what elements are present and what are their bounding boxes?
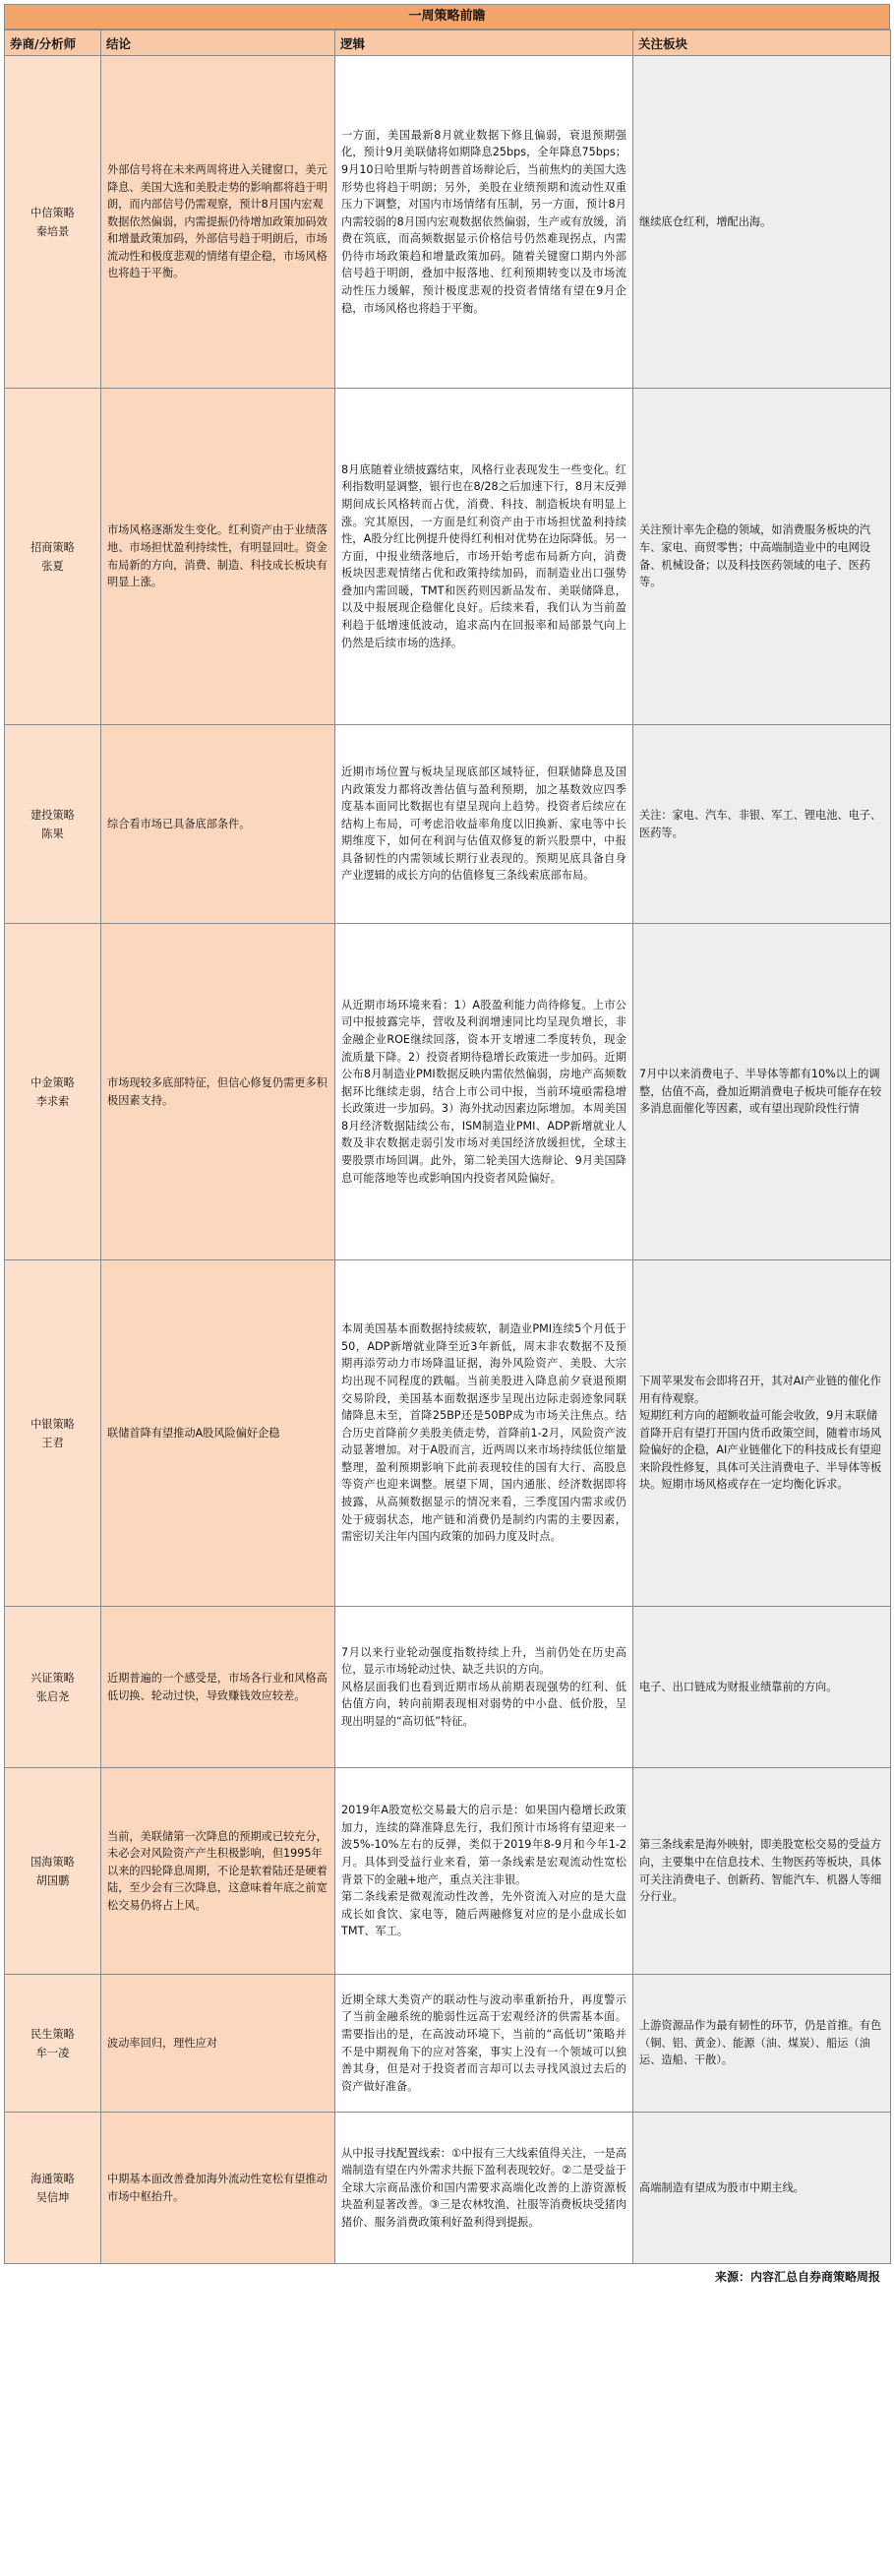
logic-cell: 8月底随着业绩披露结束，风格行业表现发生一些变化。红利指数明显调整，银行也在8/28之后加速下行，8月末反弹期间成长风格转而占优，消费、科技、制造板块有明显上涨。究其原因，一方面是红利资产由于市场担忧盈利持续性，A股分红比例提升使得红利相对优势在边际降低。另一方面，中报业绩落地后，市场开始考虑布局新方向，消费板块因悲观情绪占优和政策持续加码，而制造业出口强势叠加内需回暖，TMT和医药则因新品发布、美联储降息，以及中报展现企稳催化良好。后续来看，我们认为当前盈利趋于低增速低波动，追求高内在回报率和局部景气向上仍然是后续市场的选择。: [335, 389, 633, 725]
firm-cell: [5, 1260, 101, 1607]
focus-cell: 上游资源品作为最有韧性的环节，仍是首推。有色（铜、铝、黄金）、能源（油、煤炭）、船运（油运、造船、干散）。: [633, 1975, 891, 2113]
summary-cell: 波动率回归，理性应对: [101, 1975, 335, 2113]
summary-cell: 近期普遍的一个感受是，市场各行业和风格高低切换、轮动过快，导致赚钱效应较差。: [101, 1607, 335, 1768]
firm-cell: [5, 1607, 101, 1768]
firm-name: 民生策略: [30, 2027, 75, 2041]
logic-cell: 近期市场位置与板块呈现底部区域特征，但联储降息及国内政策发力都将改善估值与盈利预期，加之基数效应四季度基本面同比数据也有望呈现向上趋势。投资者后续应在结构上布局，可考虑沿收益率角度以旧换新、家电等中长期维度下，如何在利润与估值双修复的新兴股票中，中报具备韧性的内需领域长期行业表现的。预期见底具备自身产业逻辑的成长方向的估值修复三条线索底部布局。: [335, 725, 633, 924]
table-row: [5, 1607, 891, 1768]
firm-cell: [5, 2113, 101, 2264]
summary-cell: 外部信号将在未来两周将进入关键窗口，美元降息、美国大选和美股走势的影响都将趋于明朗，而内部信号仍需观察，预计8月国内宏观数据依然偏弱，内需提振仍待增加政策加码效和增量政策加码，外部信号趋于明朗后，市场流动性和极度悲观的情绪有望企稳，市场风格也将趋于平衡。: [101, 56, 335, 389]
logic-cell: 一方面，美国最新8月就业数据下修且偏弱，衰退预期强化，预计9月美联储将如期降息25bps，全年降息75bps；9月10日哈里斯与特朗普首场辩论后，当前焦灼的美国大选形势也将趋于明朗；另外，美股在业绩预期和流动性双重压力下调整，对国内市场情绪有压制，另一方面，预计8月内需较弱的8月国内宏观数据依然偏弱，生产或有放缓，消费在筑底，而高频数据显示价格信号仍然难现拐点，内需仍待市场政策趋和增量政策加码。随着关键窗口期内外部信号趋于明朗，叠加中报落地、红利预期转变以及市场流动性压力缓解，预计极度悲观的投资者情绪有望在9月企稳，市场风格也将趋于平衡。: [335, 56, 633, 389]
summary-cell: 综合看市场已具备底部条件。: [101, 725, 335, 924]
analyst-name: 张夏: [41, 559, 64, 573]
focus-cell: 高端制造有望成为股市中期主线。: [633, 2113, 891, 2264]
table-row: [5, 1975, 891, 2113]
table-row: [5, 1768, 891, 1975]
firm-cell: [5, 1768, 101, 1975]
analyst-name: 张启尧: [35, 1689, 70, 1703]
header-focus: 关注板块: [633, 31, 891, 56]
strategy-table: [4, 30, 891, 2264]
header-summary: 结论: [101, 31, 335, 56]
header-logic: 逻辑: [335, 31, 633, 56]
analyst-name: 胡国鹏: [35, 1873, 70, 1887]
firm-cell: [5, 56, 101, 389]
firm-cell: [5, 1975, 101, 2113]
firm-name: 国海策略: [30, 1855, 75, 1869]
table-row: [5, 725, 891, 924]
header-firm: 券商/分析师: [5, 31, 101, 56]
logic-cell: 近期全球大类资产的联动性与波动率重新抬升，再度警示了当前金融系统的脆弱性远高于宏观经济的供需基本面。需要指出的是，在高波动环境下，当前的“高低切”策略并不是中期视角下的应对答案，事实上没有一个领域可以独善其身，但是对于投资者而言却可以去寻找风浪过去后的资产做好准备。: [335, 1975, 633, 2113]
page-title: 一周策略前瞻: [4, 4, 890, 30]
summary-cell: 市场现较多底部特征，但信心修复仍需更多积极因素支持。: [101, 924, 335, 1260]
table-row: [5, 56, 891, 389]
firm-name: 中金策略: [30, 1075, 75, 1089]
firm-name: 招商策略: [30, 540, 75, 554]
report-container: [4, 4, 890, 2286]
table-header-row: [5, 31, 891, 56]
firm-cell: [5, 924, 101, 1260]
table-row: [5, 1260, 891, 1607]
analyst-name: 李求索: [35, 1094, 70, 1108]
firm-name: 建投策略: [30, 808, 75, 822]
firm-cell: [5, 389, 101, 725]
firm-name: 海通策略: [30, 2172, 75, 2185]
analyst-name: 王君: [41, 1436, 64, 1449]
summary-cell: 当前，美联储第一次降息的预期或已较充分，未必会对风险资产产生积极影响，但1995年以来的四轮降息周期，不论是软着陆还是硬着陆，至少会有三次降息，这意味着年底之前宽松交易仍将占上风。: [101, 1768, 335, 1975]
firm-name: 兴证策略: [30, 1671, 75, 1685]
analyst-name: 吴信坤: [35, 2190, 70, 2204]
logic-cell: 从近期市场环境来看：1）A股盈利能力尚待修复。上市公司中报披露完毕，营收及利润增速同比均呈现负增长，非金融企业ROE继续回落，资本开支增速二季度转负，现金流质量下降。2）投资者期待稳增长政策进一步加码。近期公布8月制造业PMI数据反映内需依然偏弱，房地产高频数据环比继续走弱，结合上市公司中报，当前环境亟需稳增长政策进一步加码。3）海外扰动因素边际增加。本周美国8月经济数据陆续公布，ISM制造业PMI、ADP新增就业人数及非农数据走弱引发市场对美国经济放缓担忧，全球主要股票市场回调。此外，第二轮美国大选辩论、9月美国降息可能落地等也或影响国内投资者风险偏好。: [335, 924, 633, 1260]
table-row: [5, 389, 891, 725]
focus-cell: 关注：家电、汽车、非银、军工、锂电池、电子、医药等。: [633, 725, 891, 924]
summary-cell: 联储首降有望推动A股风险偏好企稳: [101, 1260, 335, 1607]
firm-cell: [5, 725, 101, 924]
focus-cell: 电子、出口链成为财报业绩靠前的方向。: [633, 1607, 891, 1768]
analyst-name: 秦培景: [35, 224, 70, 238]
analyst-name: 陈果: [41, 827, 64, 840]
logic-cell: 2019年A股宽松交易最大的启示是：如果国内稳增长政策加力，连续的降准降息先行，我们预计市场将有望迎来一波5%-10%左右的反弹，类似于2019年8-9月和今年1-2月。具体到受益行业来看，第一条线索是宏观流动性宽松背景下的金融+地产，重点关注非银。 第二条线索是微观流动性改善，先外资流入对应的是大盘成长如食饮、家电等，随后两融修复对应的是小盘成长如TMT、军工。: [335, 1768, 633, 1975]
analyst-name: 牟一凌: [35, 2046, 70, 2059]
table-row: [5, 924, 891, 1260]
summary-cell: 中期基本面改善叠加海外流动性宽松有望推动市场中枢抬升。: [101, 2113, 335, 2264]
focus-cell: 7月中以来消费电子、半导体等都有10%以上的调整，估值不高，叠加近期消费电子板块可能存在较多消息面催化等因素，或有望出现阶段性行情: [633, 924, 891, 1260]
logic-cell: 从中报寻找配置线索：①中报有三大线索值得关注，一是高端制造有望在内外需求共振下盈利表现较好。②二是受益于全球大宗商品涨价和国内需要求高端化改善的上游资源板块盈利显著改善。③三是农林牧渔、社服等消费板块受猪肉猪价、服务消费政策利好盈利得到提振。: [335, 2113, 633, 2264]
source-note: 来源：内容汇总自券商策略周报: [714, 2270, 880, 2284]
focus-cell: 关注预计率先企稳的领域，如消费服务板块的汽车、家电、商贸零售；中高端制造业中的电网设备、机械设备；以及科技医药领域的电子、医药等。: [633, 389, 891, 725]
focus-cell: 继续底仓红利，增配出海。: [633, 56, 891, 389]
firm-name: 中银策略: [30, 1417, 75, 1431]
focus-cell: 下周苹果发布会即将召开，其对AI产业链的催化作用有待观察。 短期红利方向的超额收益可能会收敛，9月末联储首降开启有望打开国内货币政策空间，随着市场风险偏好的企稳，AI产业链催化下的科技成长有望迎来阶段性修复，具体可关注消费电子、半导体等板块。短期市场风格或存在一定均衡化诉求。: [633, 1260, 891, 1607]
logic-cell: 7月以来行业轮动强度指数持续上升，当前仍处在历史高位，显示市场轮动过快、缺乏共识的方向。 风格层面我们也看到近期市场从前期表现强势的红利、低估值方向，转向前期表现相对弱势的中小盘、低价股，呈现出明显的“高切低”特征。: [335, 1607, 633, 1768]
focus-cell: 第三条线索是海外映射，即美股宽松交易的受益方向，主要集中在信息技术、生物医药等板块，具体可关注消费电子、创新药、智能汽车、机器人等细分行业。: [633, 1768, 891, 1975]
table-row: [5, 2113, 891, 2264]
logic-cell: 本周美国基本面数据持续疲软，制造业PMI连续5个月低于50，ADP新增就业降至近3年新低，周末非农数据不及预期再添劳动力市场降温证据，海外风险资产、美股、大宗均出现不同程度的跌幅。当前美股进入降息前夕衰退预期交易阶段，美国基本面数据逐步呈现出边际走弱迹象同联储降息未至，首降25BP还是50BP成为市场关注焦点。结合历史首降前夕美股美债走势，首降前1-2月，风险资产波动显著增加。对于A股而言，近两周以来市场持续低位缩量整理，盈利预期影响下此前表现较佳的国有大行、高股息等资产也迎来调整。展望下周，国内通胀、经济数据即将披露，从高频数据显示的情况来看，三季度国内需求或仍处于疲弱状态，地产链和消费仍是制约内需的主要因素，需密切关注年内国内政策的加码力度及时点。: [335, 1260, 633, 1607]
summary-cell: 市场风格逐渐发生变化。红利资产由于业绩落地、市场担忧盈利持续性，有明显回吐。资金布局新的方向，消费、制造、科技成长板块有明显上涨。: [101, 389, 335, 725]
firm-name: 中信策略: [30, 206, 75, 219]
